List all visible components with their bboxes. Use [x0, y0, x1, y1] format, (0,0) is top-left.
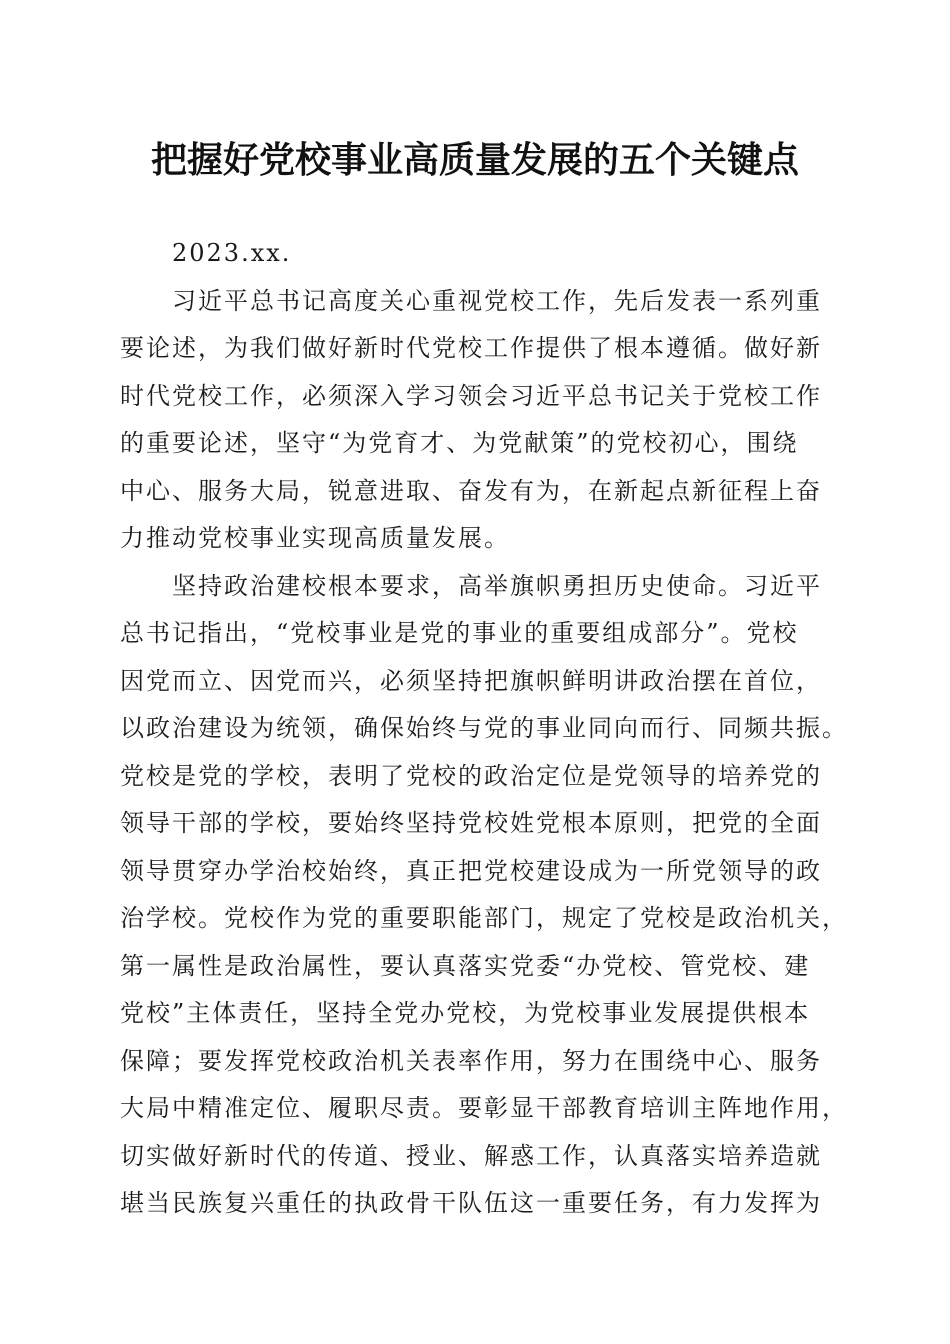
paragraph-line: 中心、服务大局，锐意进取、奋发有为，在新起点新征程上奋	[120, 476, 822, 505]
paragraph-line: 党校”主体责任，坚持全党办党校，为党校事业发展提供根本	[120, 999, 811, 1027]
paragraph-line: 以政治建设为统领，确保始终与党的事业同向而行、同频共振。	[120, 714, 848, 742]
paragraph-line: 因党而立、因党而兴，必须坚持把旗帜鲜明讲政治摆在首位，	[120, 666, 822, 695]
paragraph-line: 党校是党的学校，表明了党校的政治定位是党领导的培养党的	[120, 761, 822, 790]
paragraph-line: 领导干部的学校，要始终坚持党校姓党根本原则，把党的全面	[120, 809, 822, 837]
paragraph-line: 治学校。党校作为党的重要职能部门，规定了党校是政治机关，	[120, 904, 848, 932]
paragraph-line: 时代党校工作，必须深入学习领会习近平总书记关于党校工作	[120, 381, 822, 410]
paragraph-line: 的重要论述，坚守“为党育才、为党献策”的党校初心，围绕	[120, 429, 799, 457]
paragraph-line: 切实做好新时代的传道、授业、解惑工作，认真落实培养造就	[120, 1141, 822, 1170]
paragraph-political	[120, 563, 848, 1228]
paragraph-intro	[120, 278, 830, 563]
paragraph-line: 力推动党校事业实现高质量发展。	[120, 524, 510, 552]
document-title: 把握好党校事业高质量发展的五个关键点	[150, 139, 799, 181]
paragraph-line: 大局中精准定位、履职尽责。要彰显干部教育培训主阵地作用，	[120, 1094, 848, 1122]
paragraph-line: 总书记指出，“党校事业是党的事业的重要组成部分”。党校	[120, 619, 799, 647]
paragraph-line: 坚持政治建校根本要求，高举旗帜勇担历史使命。习近平	[172, 571, 822, 600]
document-body	[120, 230, 848, 1228]
paragraph-line: 第一属性是政治属性，要认真落实党委“办党校、管党校、建	[120, 951, 811, 980]
paragraph-line: 保障；要发挥党校政治机关表率作用，努力在围绕中心、服务	[120, 1046, 822, 1075]
date-line: 2023.xx.	[172, 239, 292, 267]
paragraph-line: 堪当民族复兴重任的执政骨干队伍这一重要任务，有力发挥为	[120, 1189, 822, 1217]
paragraph-line: 习近平总书记高度关心重视党校工作，先后发表一系列重	[172, 286, 822, 315]
paragraph-line: 领导贯穿办学治校始终，真正把党校建设成为一所党领导的政	[120, 856, 822, 885]
paragraph-line: 要论述，为我们做好新时代党校工作提供了根本遵循。做好新	[120, 334, 822, 362]
